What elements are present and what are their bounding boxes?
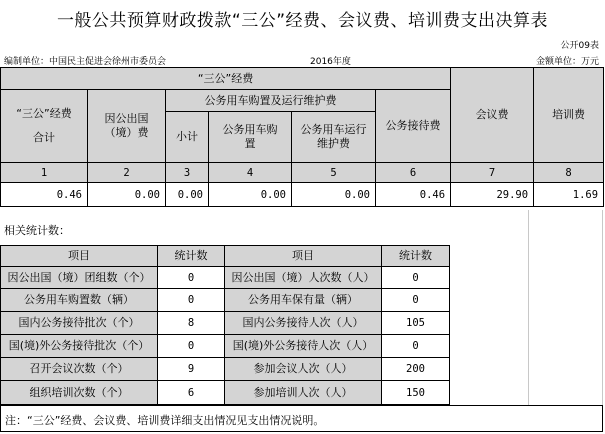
- stats-count-header: 统计数: [382, 246, 450, 267]
- stats-value: 150: [382, 381, 450, 405]
- stats-value: 6: [158, 381, 225, 405]
- col-number: 5: [292, 163, 376, 183]
- stats-value: 0: [158, 335, 225, 358]
- col-number: 6: [376, 163, 451, 183]
- stats-table: [0, 245, 450, 405]
- vehicle-group-header: 公务用车购置及运行维护费: [166, 90, 376, 112]
- stats-value: 0: [382, 289, 450, 312]
- col-number: 1: [1, 163, 88, 183]
- sangong-total-label: “三公”经费: [16, 107, 72, 120]
- col-number: 3: [166, 163, 209, 183]
- stats-item: 参加培训人次（人）: [225, 381, 382, 405]
- value-sangong-total: 0.46: [1, 183, 88, 207]
- stats-value: 200: [382, 358, 450, 381]
- stats-item: 公务用车购置数（辆）: [1, 289, 158, 312]
- table-number: 公开09表: [560, 41, 599, 51]
- value-subtotal: 0.00: [166, 183, 209, 207]
- money-unit: 金额单位：万元: [535, 57, 599, 67]
- stats-value: 0: [158, 289, 225, 312]
- value-vehicle-maint: 0.00: [292, 183, 376, 207]
- value-vehicle-purchase: 0.00: [209, 183, 292, 207]
- stats-item: 召开会议次数（个）: [1, 358, 158, 381]
- note-box: [0, 405, 603, 432]
- stats-item: 参加会议人次（人）: [225, 358, 382, 381]
- stats-count-header: 统计数: [158, 246, 225, 267]
- compiling-unit: 编制单位：中国民主促进会徐州市委员会: [4, 57, 167, 67]
- stats-item: 因公出国（境）人次数（人）: [225, 267, 382, 289]
- grid-line: [528, 210, 529, 405]
- stats-item-header: 项目: [1, 246, 158, 267]
- col-number: 4: [209, 163, 292, 183]
- stats-item: 国(境)外公务接待批次（个）: [1, 335, 158, 358]
- stats-item: 国内公务接待人次（人）: [225, 312, 382, 335]
- page-title: 一般公共预算财政拨款“三公”经费、会议费、培训费支出决算表: [56, 11, 549, 31]
- value-meeting: 29.90: [451, 183, 534, 207]
- stats-item: 因公出国（境）团组数（个）: [1, 267, 158, 289]
- vehicle-purchase-header: 公务用车购置: [209, 112, 292, 163]
- value-abroad: 0.00: [88, 183, 166, 207]
- meeting-header: 会议费: [451, 68, 534, 163]
- stats-value: 0: [382, 335, 450, 358]
- expenditure-table: [0, 67, 604, 207]
- col-number: 8: [534, 163, 604, 183]
- stats-item: 组织培训次数（个）: [1, 381, 158, 405]
- stats-value: 0: [158, 267, 225, 289]
- stats-value: 8: [158, 312, 225, 335]
- stats-value: 0: [382, 267, 450, 289]
- stats-item: 国内公务接待批次（个）: [1, 312, 158, 335]
- stats-item: 国(境)外公务接待人次（人）: [225, 335, 382, 358]
- col-number: 2: [88, 163, 166, 183]
- sangong-total-header: [1, 90, 88, 163]
- abroad-header: 因公出国（境）费: [88, 90, 166, 163]
- col-number: 7: [451, 163, 534, 183]
- subtotal-header: 小计: [166, 112, 209, 163]
- sangong-group-header: “三公”经费: [1, 68, 451, 90]
- stats-value: 9: [158, 358, 225, 381]
- grid-line: [602, 210, 603, 405]
- stats-item-header: 项目: [225, 246, 382, 267]
- reception-header: 公务接待费: [376, 90, 451, 163]
- value-training: 1.69: [534, 183, 604, 207]
- vehicle-maint-header: 公务用车运行维护费: [292, 112, 376, 163]
- stats-value: 105: [382, 312, 450, 335]
- stats-label: 相关统计数：: [4, 224, 70, 237]
- fiscal-year: 2016年度: [310, 57, 351, 67]
- sangong-total-sub: 合计: [33, 131, 55, 144]
- stats-item: 公务用车保有量（辆）: [225, 289, 382, 312]
- value-reception: 0.46: [376, 183, 451, 207]
- footnote: 注：“三公”经费、会议费、培训费详细支出情况见支出情况说明。: [5, 414, 325, 427]
- training-header: 培训费: [534, 68, 604, 163]
